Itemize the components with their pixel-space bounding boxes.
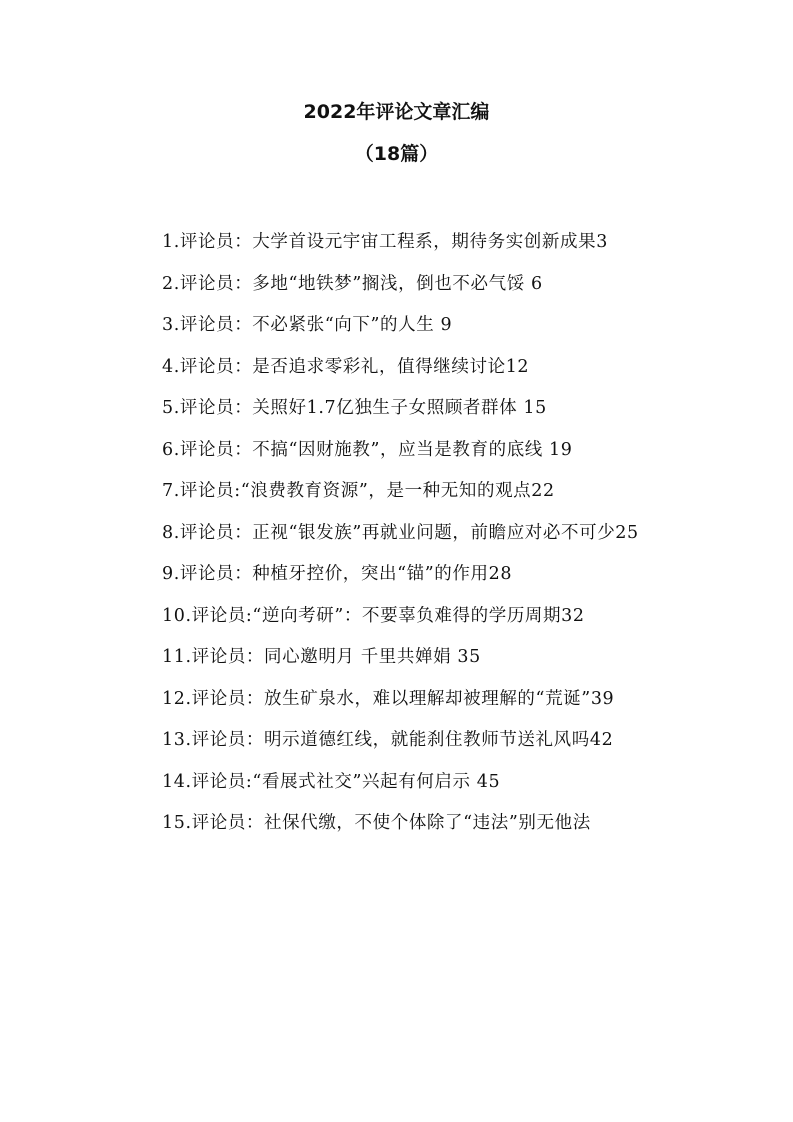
toc-entry	[118, 596, 678, 638]
toc-entry	[118, 637, 678, 679]
toc-entry-text: 11.评论员：同心邀明月 千里共婵娟 35	[162, 647, 481, 667]
toc-entry-text: 5.评论员：关照好1.7亿独生子女照顾者群体 15	[162, 398, 547, 418]
toc-entry	[118, 305, 678, 347]
toc-entry-text: 14.评论员:“看展式社交”兴起有何启示 45	[162, 771, 501, 792]
toc-entry	[118, 554, 678, 596]
toc-entry	[118, 347, 678, 389]
toc-entry	[118, 679, 678, 721]
toc-entry	[118, 720, 678, 762]
toc-entry	[118, 513, 678, 555]
toc-entry-text: 12.评论员：放生矿泉水，难以理解却被理解的“荒诞”39	[162, 688, 615, 709]
toc-entry-text: 2.评论员：多地“地铁梦”搁浅，倒也不必气馁 6	[162, 273, 543, 294]
toc-entry-text: 1.评论员：大学首设元宇宙工程系，期待务实创新成果3	[162, 232, 608, 252]
toc-entry-text: 9.评论员：种植牙控价，突出“锚”的作用28	[162, 564, 513, 584]
toc-entry-text: 13.评论员：明示道德红线，就能刹住教师节送礼风吗42	[162, 730, 614, 750]
toc-entry	[118, 264, 678, 306]
toc-entry	[118, 471, 678, 513]
toc-entry	[118, 430, 678, 472]
toc-entry	[118, 803, 678, 845]
toc-entry	[118, 222, 678, 264]
toc-entry-text: 7.评论员:“浪费教育资源”，是一种无知的观点22	[162, 481, 555, 501]
toc-entry-text: 8.评论员：正视“银发族”再就业问题，前瞻应对必不可少25	[162, 522, 639, 543]
toc-entry	[118, 388, 678, 430]
toc-entry	[118, 762, 678, 804]
table-of-contents	[118, 222, 678, 845]
toc-entry-text: 15.评论员：社保代缴，不使个体除了“违法”别无他法	[162, 813, 591, 833]
document-title: 2022年评论文章汇编	[303, 101, 490, 123]
toc-entry-text: 3.评论员：不必紧张“向下”的人生 9	[162, 315, 453, 335]
toc-entry-text: 10.评论员:“逆向考研”：不要辜负难得的学历周期32	[162, 605, 585, 626]
toc-entry-text: 6.评论员：不搞“因财施教”，应当是教育的底线 19	[162, 439, 573, 460]
document-subtitle: （18篇）	[354, 143, 439, 165]
toc-entry-text: 4.评论员：是否追求零彩礼，值得继续讨论12	[162, 356, 530, 377]
